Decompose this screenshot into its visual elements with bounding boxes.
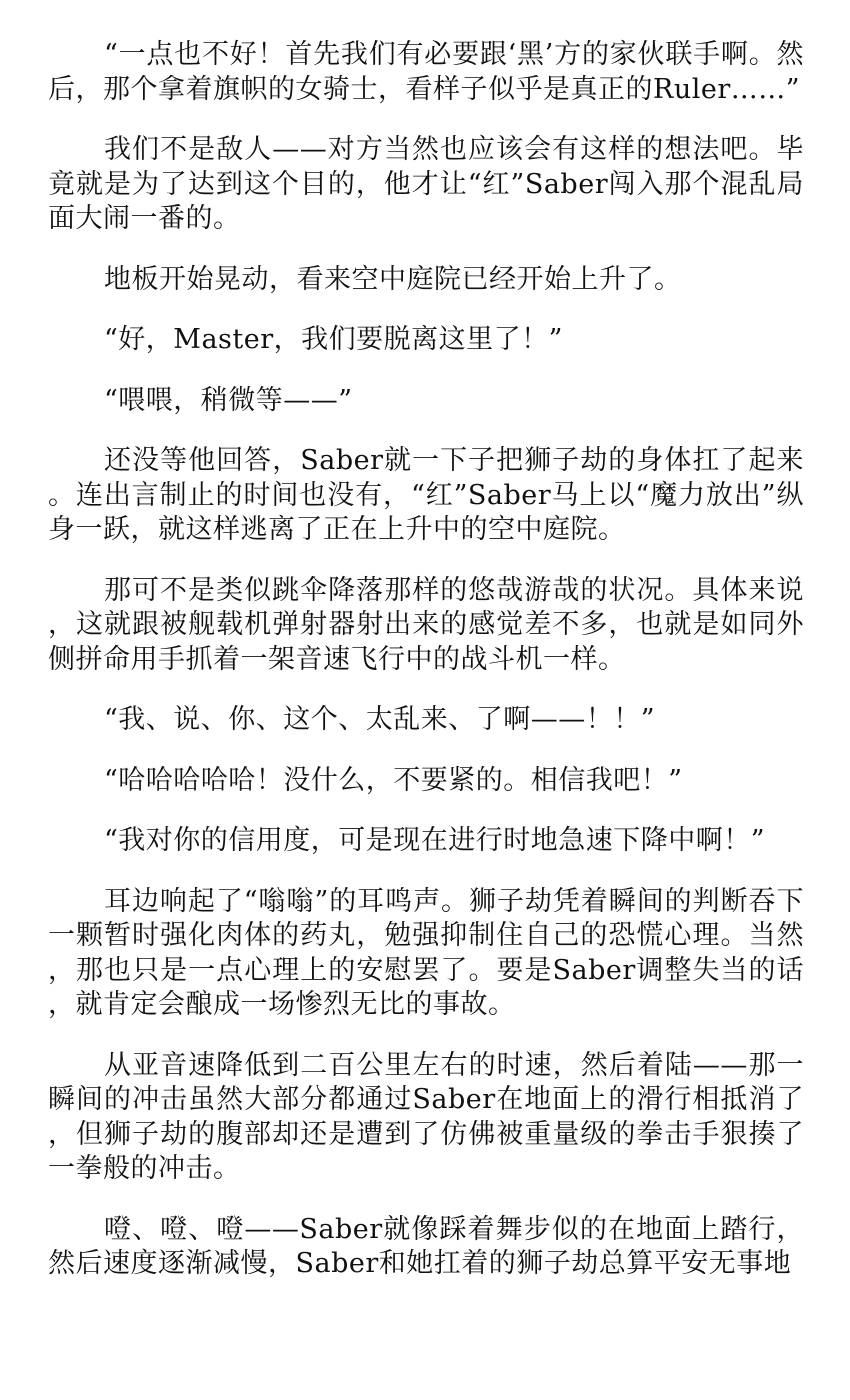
paragraph-9: “哈哈哈哈哈！没什么，不要紧的。相信我吧！” <box>104 764 683 796</box>
paragraph-2: 我们不是敌人——对方当然也应该会有这样的想法吧。毕竟就是为了达到这个目的，他才让“红”Saber闯入那个混乱局面大闹一番的。 <box>48 134 804 234</box>
paragraph-8: “我、说、你、这个、太乱来、了啊——！！” <box>104 704 656 735</box>
paragraph-11: 耳边响起了“嗡嗡”的耳鸣声。狮子劫凭着瞬间的判断吞下一颗暂时强化肉体的药丸，勉强抑制住自己的恐慌心理。当然，那也只是一点心理上的安慰罢了。要是Saber调整失当的话，就肯定会酿成一场惨烈无比的事故。 <box>48 885 804 1020</box>
paragraph-7: 那可不是类似跳伞降落那样的悠哉游哉的状况。具体来说，这就跟被舰载机弹射器射出来的感觉差不多，也就是如同外侧拼命用手抓着一架音速飞行中的战斗机一样。 <box>48 574 804 675</box>
document-page <box>48 38 804 1308</box>
paragraph-12: 从亚音速降低到二百公里左右的时速，然后着陆——那一瞬间的冲击虽然大部分都通过Saber在地面上的滑行相抵消了，但狮子劫的腹部却还是遭到了仿佛被重量级的拳击手狠揍了一拳般的冲击。 <box>48 1049 804 1184</box>
paragraph-3: 地板开始晃动，看来空中庭院已经开始上升了。 <box>104 263 682 295</box>
paragraph-4: “好，Master，我们要脱离这里了！” <box>104 324 563 355</box>
paragraph-1: “一点也不好！首先我们有必要跟‘黑’方的家伙联手啊。然后，那个拿着旗帜的女骑士，看样子似乎是真正的Ruler……” <box>48 39 804 105</box>
paragraph-13: 噔、噔、噔——Saber就像踩着舞步似的在地面上踏行，然后速度逐渐减慢，Saber和她扛着的狮子劫总算平安无事地 <box>48 1213 804 1279</box>
paragraph-6: 还没等他回答，Saber就一下子把狮子劫的身体扛了起来。连出言制止的时间也没有，“红”Saber马上以“魔力放出”纵身一跃，就这样逃离了正在上升中的空中庭院。 <box>48 445 804 545</box>
paragraph-5: “喂喂，稍微等——” <box>104 384 353 416</box>
paragraph-10: “我对你的信用度，可是现在进行时地急速下降中啊！” <box>104 825 766 856</box>
